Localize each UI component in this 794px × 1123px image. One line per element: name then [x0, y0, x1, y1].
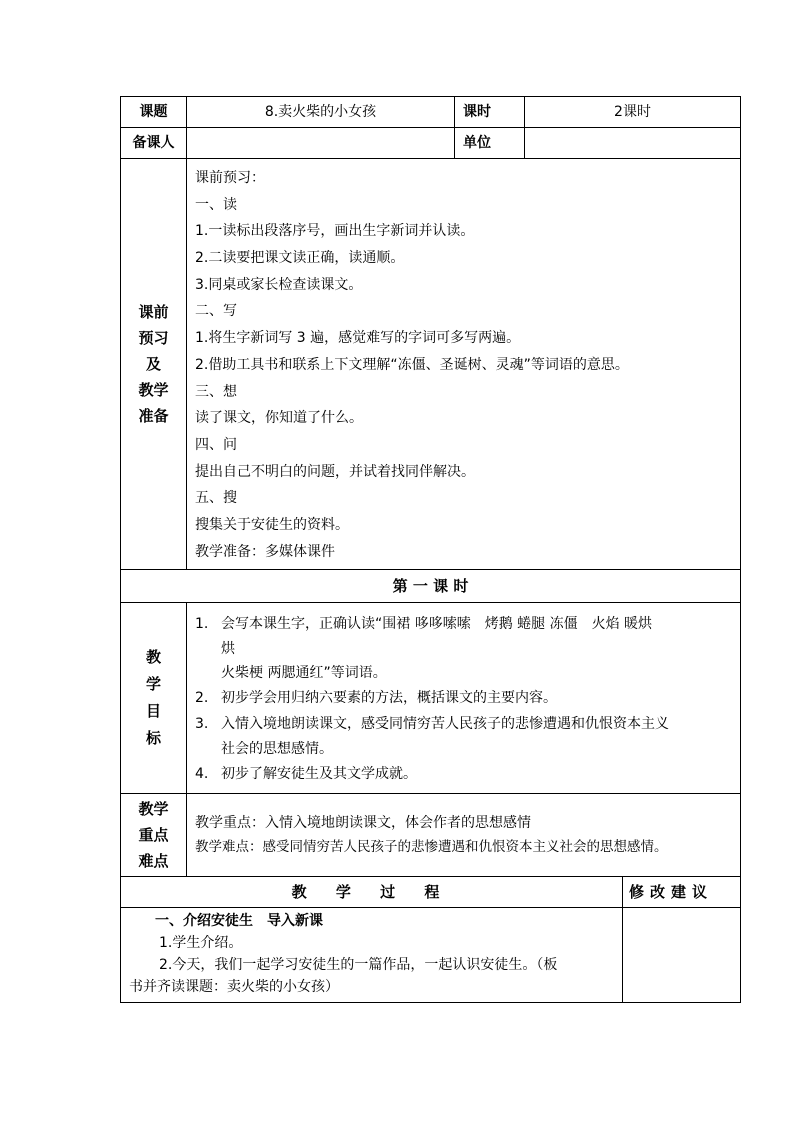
preview-line: 3.同桌或家长检查读课文。: [195, 276, 363, 293]
objective-number: 1.: [195, 616, 209, 633]
key-points-label-line: 重点: [138, 826, 169, 845]
preview-line: 1.将生字新词写 3 遍，感觉难写的字词可多写两遍。: [195, 330, 521, 347]
objectives-label-line: 标: [145, 729, 161, 748]
process-content: [121, 908, 623, 1003]
process-row: [121, 908, 741, 1003]
preview-line: 二、写: [195, 303, 237, 320]
preview-line: 四、问: [195, 436, 237, 453]
key-point-line: 教学难点：感受同情穷苦人民孩子的悲惨遭遇和仇恨资本主义社会的思想感情。: [195, 839, 668, 856]
key-points-row: [121, 794, 741, 877]
preview-label-line: 教学: [138, 381, 169, 400]
section-title: 第 一 课 时: [121, 570, 741, 603]
objectives-label-line: 目: [145, 702, 161, 721]
key-point-line: 教学重点：入情入境地朗读课文，体会作者的思想感情: [195, 815, 531, 832]
preview-row: [121, 159, 741, 570]
objective-item: [195, 685, 734, 711]
process-header-row: [121, 877, 741, 908]
suggestion-cell: [623, 908, 741, 1003]
objective-text-cont: 社会的思想感情。: [221, 741, 333, 758]
process-paragraph: 1.学生介绍。: [159, 935, 243, 952]
objectives-row: [121, 603, 741, 794]
preview-line: 教学准备：多媒体课件: [195, 543, 335, 560]
lesson-plan-table: [120, 96, 741, 1003]
key-points-content: [187, 794, 741, 877]
objective-item: [195, 711, 734, 737]
key-points-label: [121, 794, 187, 877]
objective-number: 3.: [195, 716, 209, 733]
preview-line: 提出自己不明白的问题，并试着找同伴解决。: [195, 463, 475, 480]
preview-label-line: 课前: [138, 303, 169, 322]
process-header-text: 教 学 过 程: [291, 882, 452, 901]
process-header: [121, 877, 623, 908]
objective-text-cont: 烘: [221, 641, 235, 658]
preview-line: 五、搜: [195, 490, 237, 507]
objective-number: 2.: [195, 690, 209, 707]
objectives-label-line: 教: [145, 648, 161, 667]
unit-value: [525, 128, 741, 159]
objective-text: 入情入境地朗读课文，感受同情穷苦人民孩子的悲惨遭遇和仇恨资本主义: [221, 716, 669, 733]
objectives-label-line: 学: [145, 675, 161, 694]
process-paragraph: 2.今天，我们一起学习安徒生的一篇作品，一起认识安徒生。（板: [159, 957, 558, 974]
suggestion-header: [623, 877, 741, 908]
section-title-row: [121, 570, 741, 603]
objective-number: 4.: [195, 766, 209, 783]
suggestion-header-text: 修改建议: [629, 882, 714, 901]
objective-item: [195, 611, 734, 637]
preview-label-line: 及: [145, 355, 161, 374]
hours-value: 2课时: [525, 97, 741, 128]
objective-text: 会写本课生字，正确认读“围裙 哆哆嗦嗦 烤鹅 蜷腿 冻僵 火焰 暖烘: [221, 616, 653, 633]
preparer-row: [121, 128, 741, 159]
unit-label: 单位: [455, 128, 525, 159]
objective-item: [195, 761, 734, 787]
preview-line: 一、读: [195, 196, 237, 213]
preview-line: 三、想: [195, 383, 237, 400]
objectives-content: [187, 603, 741, 794]
process-heading: 一、介绍安徒生 导入新课: [155, 913, 323, 930]
preview-line: 2.二读要把课文读正确，读通顺。: [195, 250, 405, 267]
hours-label: 课时: [455, 97, 525, 128]
preparer-value: [187, 128, 455, 159]
topic-value: 8.卖火柴的小女孩: [187, 97, 455, 128]
objective-text: 初步学会用归纳六要素的方法，概括课文的主要内容。: [221, 690, 557, 707]
objective-text-cont: 火柴梗 两腮通红”等词语。: [221, 665, 387, 682]
preview-content: [187, 159, 741, 570]
key-points-label-line: 难点: [138, 852, 169, 871]
objective-text: 初步了解安徒生及其文学成就。: [221, 766, 417, 783]
preview-line: 2.借助工具书和联系上下文理解“冻僵、圣诞树、灵魂”等词语的意思。: [195, 356, 629, 373]
preview-line: 1.一读标出段落序号，画出生字新词并认读。: [195, 223, 475, 240]
preview-line: 课前预习：: [195, 170, 265, 186]
preview-line: 读了课文，你知道了什么。: [195, 410, 363, 427]
topic-label: 课题: [121, 97, 187, 128]
topic-row: [121, 97, 741, 128]
preview-label-line: 准备: [138, 407, 169, 426]
process-paragraph-cont: 书并齐读课题：卖火柴的小女孩）: [129, 979, 339, 996]
objectives-label: [121, 603, 187, 794]
key-points-label-line: 教学: [138, 800, 169, 819]
preview-label-line: 预习: [138, 329, 169, 348]
preview-label: [121, 159, 187, 570]
preparer-label: 备课人: [121, 128, 187, 159]
preview-line: 搜集关于安徒生的资料。: [195, 516, 349, 533]
